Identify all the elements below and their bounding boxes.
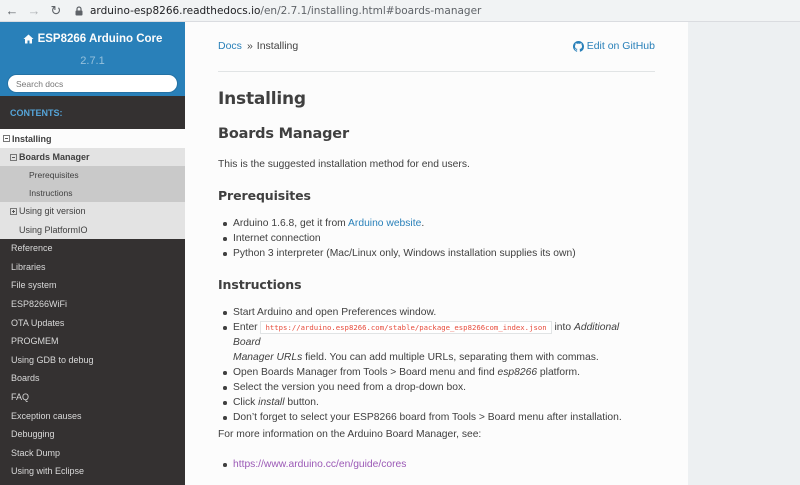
breadcrumb-docs-link[interactable]: Docs xyxy=(218,40,242,52)
url-path: /en/2.7.1/installing.html#boards-manager xyxy=(260,4,482,17)
list-item: Enter https://arduino.esp8266.com/stable/package_esp8266com_index.json into Additional Board Manager URLs field. You can add multiple URLs, separating them with commas. xyxy=(221,320,641,365)
edit-on-github-label: Edit on GitHub xyxy=(586,40,655,52)
list-item xyxy=(221,457,641,472)
right-gutter xyxy=(688,22,800,485)
sidebar-item-label: Using PlatformIO xyxy=(19,224,88,235)
sidebar-item-using-git-version[interactable] xyxy=(0,202,185,221)
page-title: Installing xyxy=(218,89,306,109)
url-domain: arduino-esp8266.readthedocs.io xyxy=(90,4,261,17)
sidebar-item[interactable]: FAQ xyxy=(11,392,30,403)
sidebar-item-label: Installing xyxy=(12,133,52,144)
expand-icon[interactable] xyxy=(10,208,17,215)
sidebar-item-installing[interactable] xyxy=(0,129,185,148)
sidebar-item[interactable]: Debugging xyxy=(11,429,55,440)
sidebar-item[interactable]: OTA Updates xyxy=(11,317,65,328)
more-info-list xyxy=(221,457,641,472)
sidebar-item[interactable]: Using with Eclipse xyxy=(11,466,85,477)
sidebar-item[interactable]: Stack Dump xyxy=(11,447,61,458)
sidebar-item[interactable]: Reference xyxy=(11,243,53,254)
intro-text: This is the suggested installation method for end users. xyxy=(218,159,470,170)
list-item: Open Boards Manager from Tools > Board menu and find esp8266 platform. xyxy=(221,365,641,380)
boards-manager-url-code: https://arduino.esp8266.com/stable/package_esp8266com_index.json xyxy=(260,321,551,334)
arduino-cores-guide-link[interactable]: https://www.arduino.cc/en/guide/cores xyxy=(233,459,407,470)
section-heading-instructions: Instructions xyxy=(218,277,302,292)
breadcrumb xyxy=(218,40,655,52)
search-input[interactable] xyxy=(7,74,178,93)
sidebar-item[interactable]: File system xyxy=(11,280,57,291)
sidebar-item[interactable]: Libraries xyxy=(11,261,46,272)
sidebar-item[interactable]: Exception causes xyxy=(11,410,82,421)
reload-icon: ↻ xyxy=(50,2,62,18)
sidebar-item[interactable]: ESP8266WiFi xyxy=(11,299,68,310)
sidebar-item-label: Using git version xyxy=(19,206,86,217)
sidebar-item-label: Boards Manager xyxy=(19,152,90,162)
back-arrow-icon: ← xyxy=(5,3,19,18)
forward-button[interactable] xyxy=(24,1,44,21)
prerequisites-list xyxy=(221,216,641,261)
sidebar-item-prerequisites[interactable]: Prerequisites xyxy=(0,166,185,184)
instructions-list xyxy=(221,305,641,425)
list-item: Python 3 interpreter (Mac/Linux only, Windows installation supplies its own) xyxy=(221,246,641,261)
sidebar xyxy=(0,22,185,485)
section-heading-prerequisites: Prerequisites xyxy=(218,188,311,203)
reload-button[interactable] xyxy=(46,1,66,21)
home-icon xyxy=(23,34,34,44)
list-item: Start Arduino and open Preferences window. xyxy=(221,305,641,320)
section-heading-boards-manager: Boards Manager xyxy=(218,126,349,142)
list-item: Arduino 1.6.8, get it from Arduino website. xyxy=(221,216,641,231)
sidebar-item[interactable]: Boards xyxy=(11,373,40,384)
list-item: Click install button. xyxy=(221,395,641,410)
contents-caption: CONTENTS: xyxy=(10,108,63,118)
arduino-website-link[interactable]: Arduino website xyxy=(348,218,422,229)
more-info-text: For more information on the Arduino Board Manager, see: xyxy=(218,429,482,440)
sidebar-item[interactable]: Using GDB to debug xyxy=(11,354,94,365)
list-item: Select the version you need from a drop-down box. xyxy=(221,380,641,395)
sidebar-item-instructions[interactable]: Instructions xyxy=(0,184,185,202)
browser-toolbar xyxy=(0,0,800,22)
list-item: Internet connection xyxy=(221,231,641,246)
address-bar[interactable] xyxy=(74,2,481,20)
version-label: 2.7.1 xyxy=(80,55,105,67)
main-content xyxy=(185,22,688,485)
edit-on-github-link[interactable] xyxy=(573,40,655,52)
breadcrumb-current: Installing xyxy=(256,40,299,52)
project-name: ESP8266 Arduino Core xyxy=(37,33,163,45)
list-item: Don’t forget to select your ESP8266 board from Tools > Board menu after installation. xyxy=(221,410,641,425)
project-home-link[interactable] xyxy=(23,33,163,45)
forward-arrow-icon: → xyxy=(27,3,41,18)
github-icon xyxy=(573,41,584,52)
sidebar-item-boards-manager[interactable] xyxy=(0,148,185,166)
collapse-icon[interactable] xyxy=(3,135,10,142)
breadcrumb-separator: » xyxy=(246,40,253,52)
lock-icon xyxy=(74,6,84,16)
back-button[interactable] xyxy=(2,1,22,21)
collapse-icon[interactable] xyxy=(10,154,17,161)
sidebar-item[interactable]: PROGMEM xyxy=(11,336,59,347)
divider xyxy=(218,71,655,72)
sidebar-item-using-platformio[interactable] xyxy=(0,221,185,240)
sidebar-header xyxy=(0,22,185,96)
